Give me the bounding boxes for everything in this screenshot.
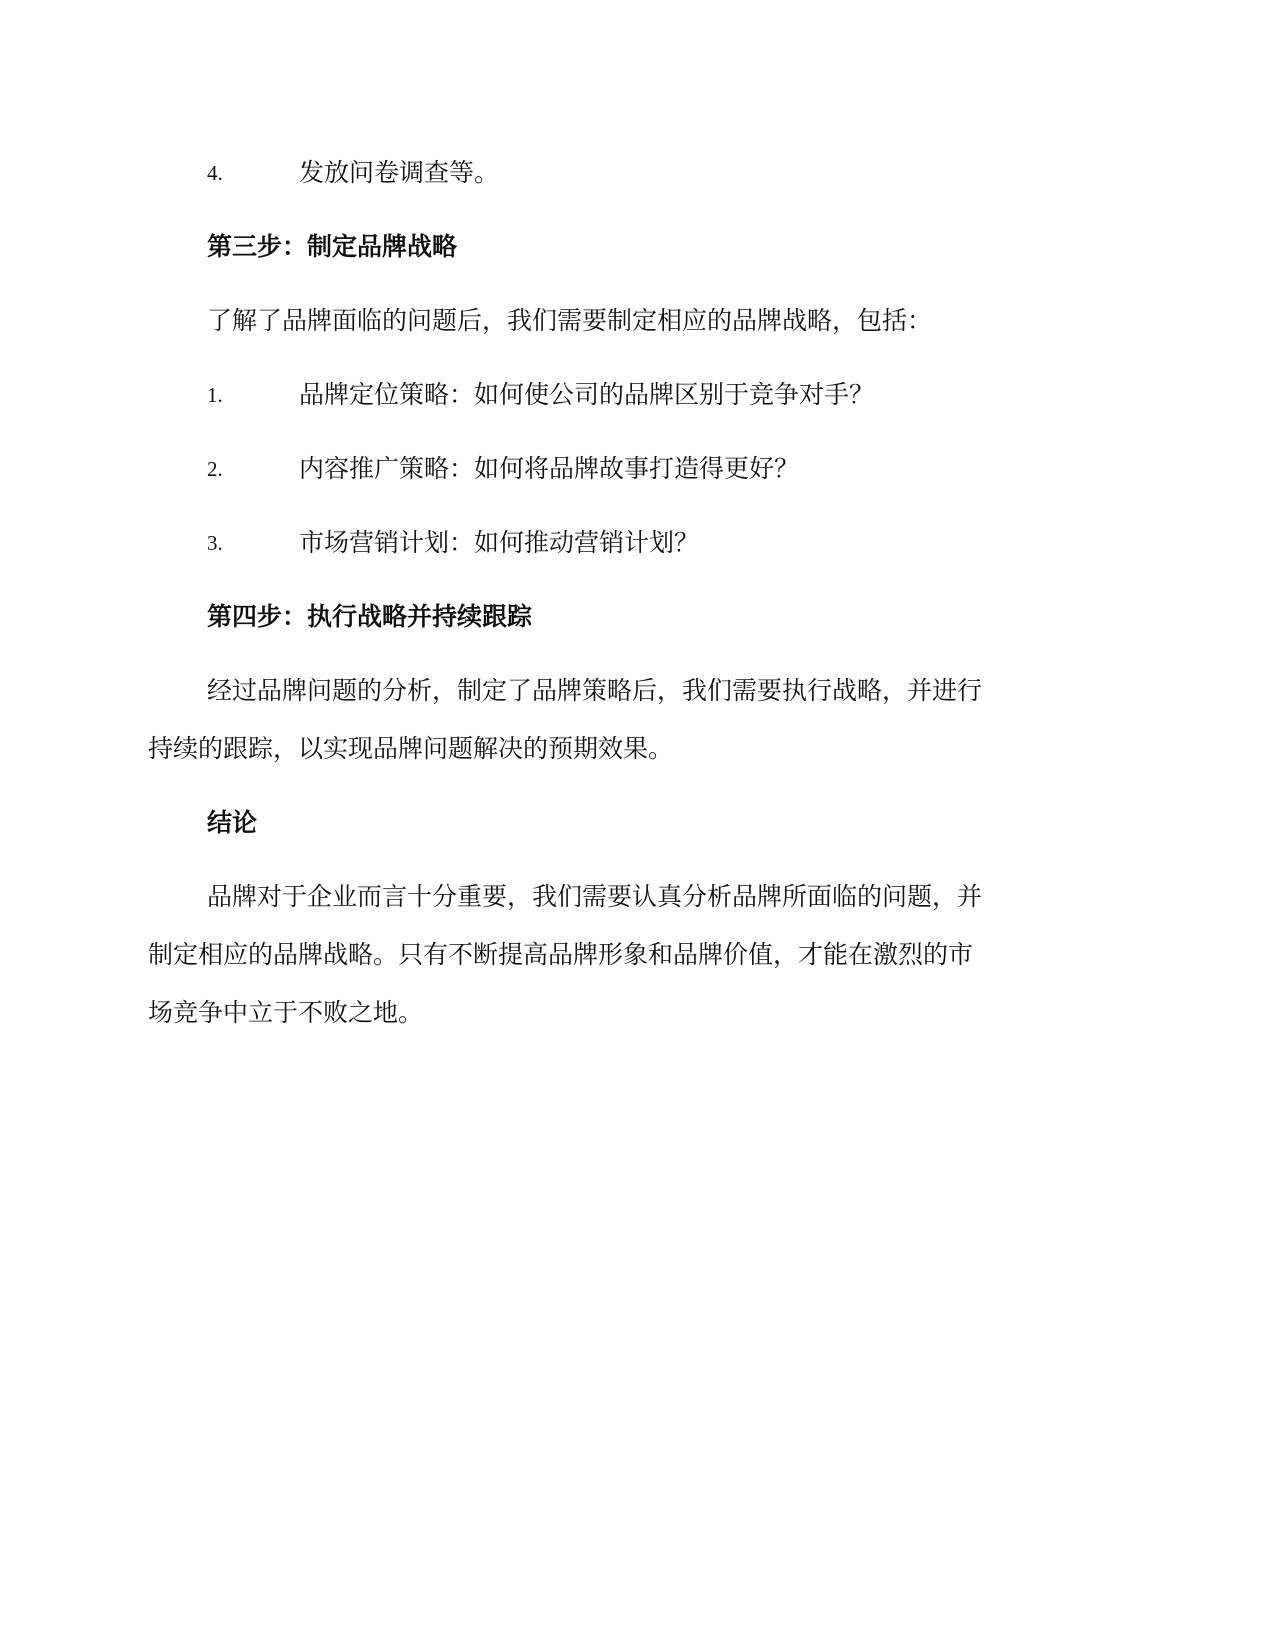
paragraph-line: 持续的跟踪，以实现品牌问题解决的预期效果。 xyxy=(148,734,674,763)
paragraph-line: 了解了品牌面临的问题后，我们需要制定相应的品牌战略，包括： xyxy=(207,306,933,335)
list-item-text: 内容推广策略：如何将品牌故事打造得更好？ xyxy=(299,454,800,483)
list-item-number: 2. xyxy=(207,457,223,481)
list-item-number: 3. xyxy=(207,531,223,555)
heading-text: 结论 xyxy=(207,808,258,837)
paragraph-line: 场竞争中立于不败之地。 xyxy=(148,998,424,1027)
heading-text: 第三步：制定品牌战略 xyxy=(207,232,458,261)
list-item-number: 1. xyxy=(207,383,223,407)
list-item-text: 市场营销计划：如何推动营销计划？ xyxy=(299,528,700,557)
heading-text: 第四步：执行战略并持续跟踪 xyxy=(207,602,533,631)
paragraph-line: 制定相应的品牌战略。只有不断提高品牌形象和品牌价值，才能在激烈的市 xyxy=(148,940,974,969)
list-item-number: 4. xyxy=(207,161,223,185)
list-item-text: 品牌定位策略：如何使公司的品牌区别于竞争对手？ xyxy=(299,380,875,409)
paragraph-line: 经过品牌问题的分析，制定了品牌策略后，我们需要执行战略，并进行 xyxy=(207,676,983,705)
paragraph-line: 品牌对于企业而言十分重要，我们需要认真分析品牌所面临的问题，并 xyxy=(207,882,983,911)
list-item-text: 发放问卷调查等。 xyxy=(299,158,500,187)
